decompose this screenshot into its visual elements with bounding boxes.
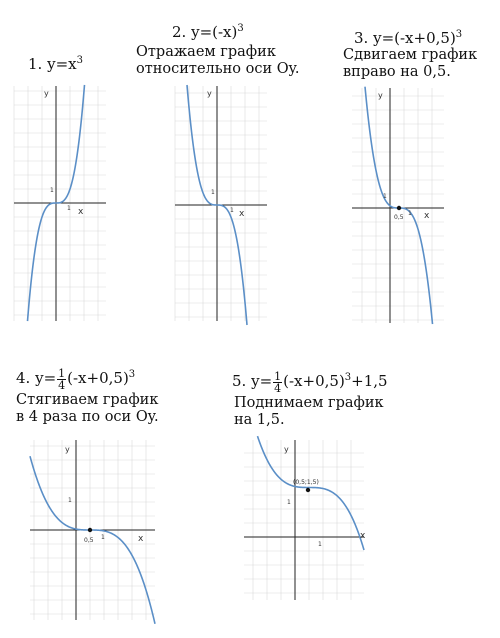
point-label: (0,5;1,5) — [293, 479, 319, 486]
x-tick-1: 1 — [67, 205, 71, 212]
x-tick-1: 1 — [318, 541, 322, 548]
y-tick-1: 1 — [287, 499, 291, 506]
y-axis-label: y — [284, 445, 289, 454]
caption-1: 1. $y=x^3$ — [28, 55, 83, 73]
graph-2 — [175, 86, 267, 321]
y-axis-label: y — [207, 89, 212, 98]
caption-5: 5. y= $\frac{1}{4}$ $(-x+0,5)^3+1,5$ — [232, 369, 388, 395]
y-tick-1: 1 — [211, 189, 215, 196]
x-tick-1: 1 — [230, 207, 234, 214]
graph-1 — [14, 86, 106, 321]
x-axis-label: x — [239, 209, 245, 219]
graph-5 — [244, 440, 364, 600]
y-axis-label: y — [65, 445, 70, 454]
graph-3 — [352, 88, 444, 323]
point-0-5-1-5 — [306, 488, 310, 492]
curve-3 — [365, 87, 433, 324]
description-5: Поднимаем график на 1,5. — [234, 395, 384, 428]
point-0-5 — [397, 206, 401, 210]
caption-3: 3. $y=(-x+0,5)^3$ — [354, 29, 463, 47]
description-3: Сдвигаем график вправо на 0,5. — [343, 47, 478, 80]
caption-2: 2. $y=(-x)^3$ — [172, 23, 244, 41]
y-tick-1: 1 — [68, 497, 72, 504]
x-axis-label: x — [424, 211, 430, 221]
caption-4: 4. y= $\frac{1}{4}$ $(-x+0,5)^3$ — [16, 366, 136, 392]
x-axis-label: x — [360, 531, 366, 541]
y-axis-label: y — [378, 91, 383, 100]
point-label: 0,5 — [84, 537, 94, 544]
x-axis-label: x — [138, 534, 144, 544]
point-0-5 — [88, 528, 92, 532]
y-tick-1: 1 — [383, 193, 387, 200]
x-axis-label: x — [78, 207, 84, 217]
x-tick-1: 1 — [101, 534, 105, 541]
description-4: Стягиваем график в 4 раза по оси Oy. — [16, 392, 159, 425]
description-2: Отражаем график относительно оси Oy. — [136, 44, 300, 77]
x-tick-1: 1 — [408, 210, 412, 217]
graph-4 — [30, 440, 155, 620]
y-axis-label: y — [44, 89, 49, 98]
y-tick-1: 1 — [50, 187, 54, 194]
point-label: 0,5 — [394, 214, 404, 221]
